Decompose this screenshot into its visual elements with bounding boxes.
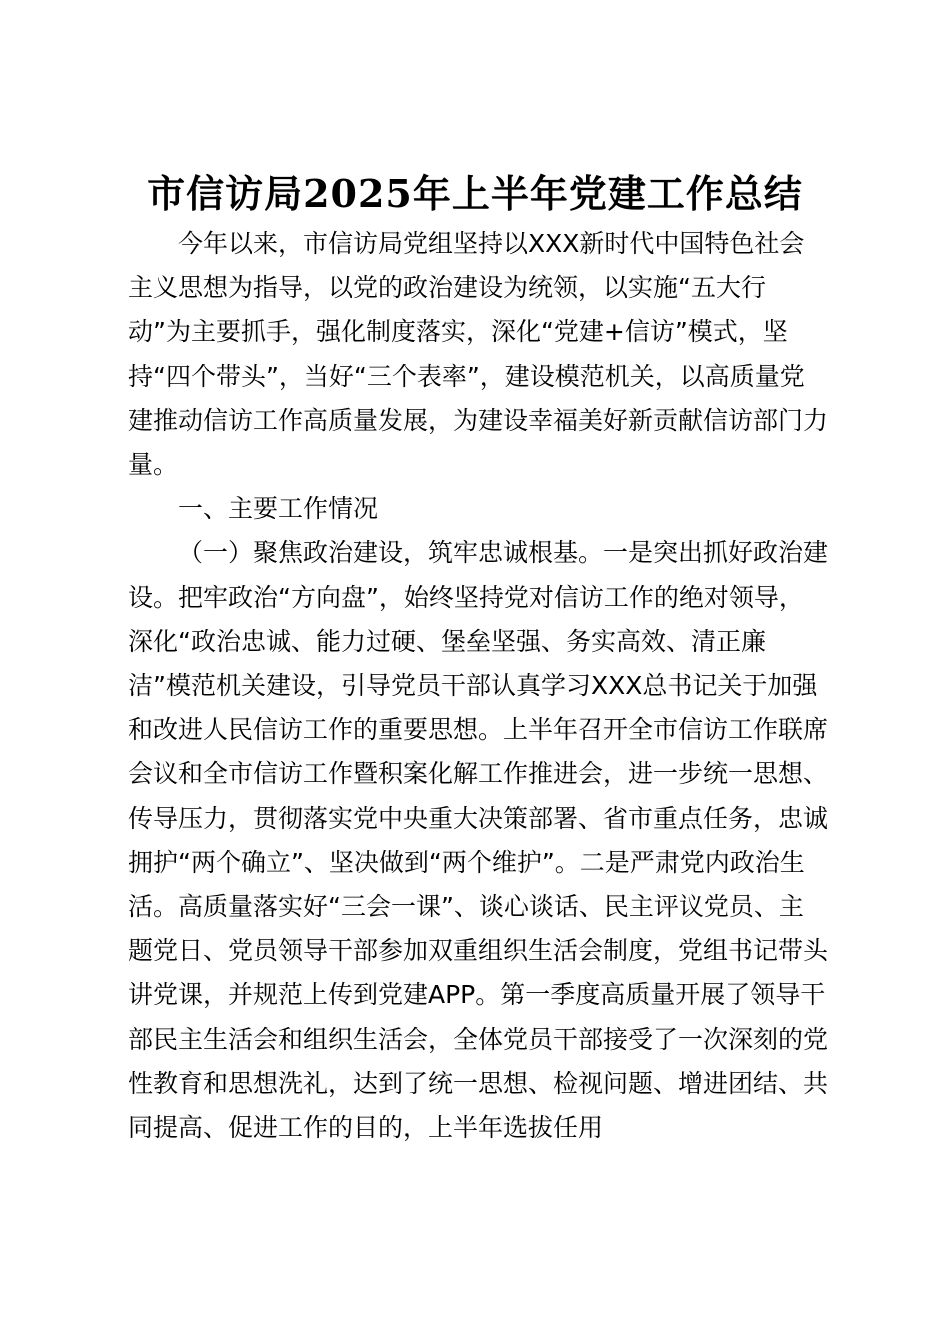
intro-paragraph: 今年以来，市信访局党组坚持以XXX新时代中国特色社会主义思想为指导，以党的政治建设为统领，以实施“五大行动”为主要抓手，强化制度落实，深化“党建+信访”模式，坚持“四个带头”，当好“三个表率”，建设模范机关，以高质量党建推动信访工作高质量发展，为建设幸福美好新贡献信访部门力量。 [128,229,829,480]
political-construction-paragraph: （一）聚焦政治建设，筑牢忠诚根基。一是突出抓好政治建设。把牢政治“方向盘”，始终坚持党对信访工作的绝对领导，深化“政治忠诚、能力过硬、堡垒坚强、务实高效、清正廉洁”模范机关建设，引导党员干部认真学习XXX总书记关于加强和改进人民信访工作的重要思想。上半年召开全市信访工作联席会议和全市信访工作暨积案化解工作推进会，进一步统一思想、传导压力，贯彻落实党中央重大决策部署、省市重点任务，忠诚拥护“两个确立”、坚决做到“两个维护”。二是严肃党内政治生活。高质量落实好“三会一课”、谈心谈话、民主评议党员、主题党日、党员领导干部参加双重组织生活会制度，党组书记带头讲党课，并规范上传到党建APP。第一季度高质量开展了领导干部民主生活会和组织生活会，全体党员干部接受了一次深刻的党性教育和思想洗礼，达到了统一思想、检视问题、增进团结、共同提高、促进工作的目的，上半年选拔任用 [128,538,829,1143]
document-title: 市信访局2025年上半年党建工作总结 [147,171,803,216]
document-body [128,222,828,1150]
section-heading-main-work: 一、主要工作情况 [178,494,379,524]
